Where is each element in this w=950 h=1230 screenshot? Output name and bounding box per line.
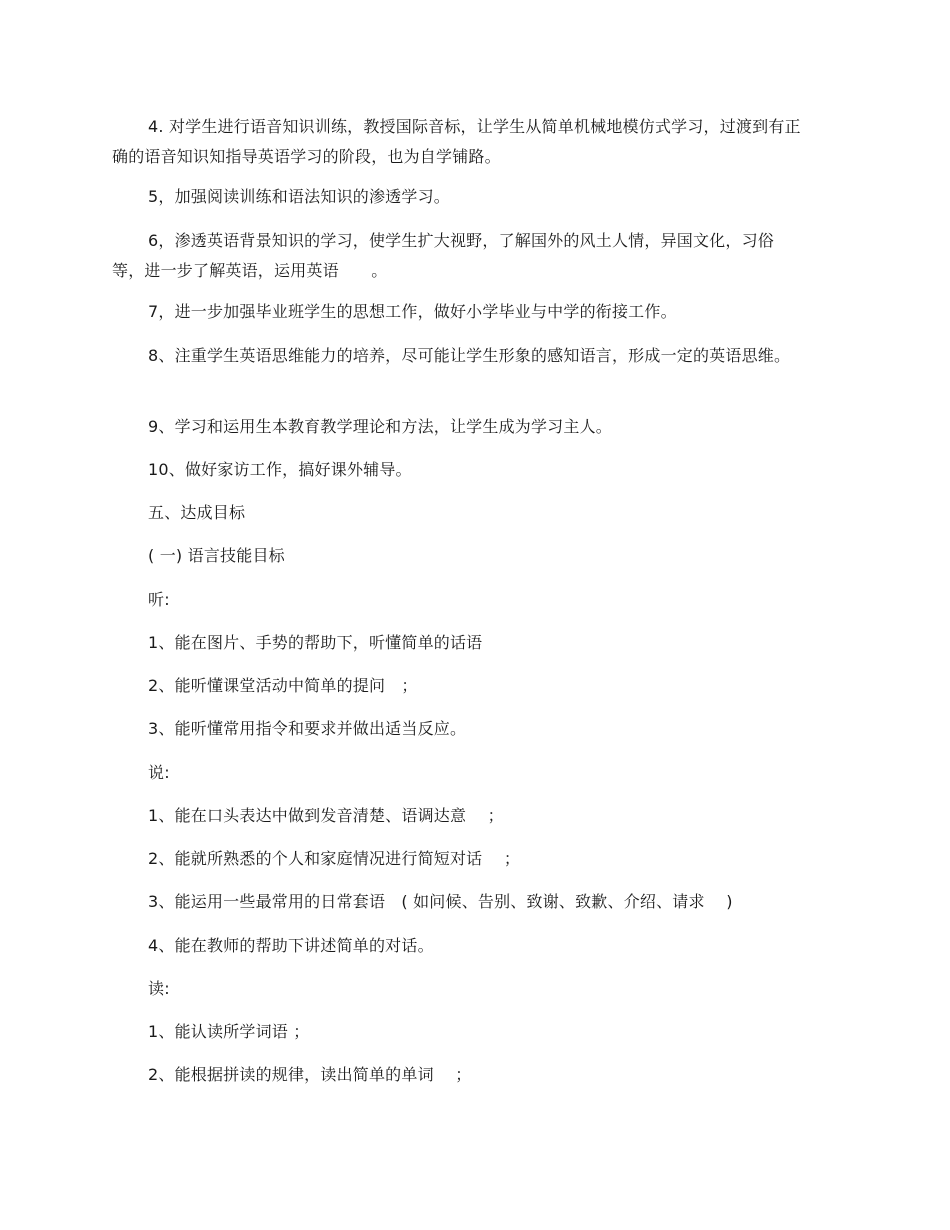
paragraph-10: 10、做好家访工作，搞好课外辅导。 <box>148 460 412 479</box>
paragraph-9: 9、学习和运用生本教育教学理论和方法，让学生成为学习主人。 <box>148 417 612 436</box>
speaking-item-1: 1、能在口头表达中做到发音清楚、语调达意 ； <box>148 806 504 825</box>
speaking-item-2: 2、能就所熟悉的个人和家庭情况进行简短对话 ； <box>148 849 521 868</box>
reading-item-1: 1、能认读所学词语 ； <box>148 1022 310 1041</box>
listening-item-2: 2、能听懂课堂活动中简单的提问 ； <box>148 676 418 695</box>
paragraph-4: 4. 对学生进行语音知识训练，教授国际音标，让学生从简单机械地模仿式学习，过渡到有正确的语音知识知指导英语学习的阶段，也为自学铺路。 <box>112 117 801 166</box>
speaking-label: 说: <box>148 763 170 782</box>
paragraph-7: 7，进一步加强毕业班学生的思想工作，做好小学毕业与中学的衔接工作。 <box>148 302 677 321</box>
listening-item-1: 1、能在图片、手势的帮助下，听懂简单的话语 <box>148 633 483 652</box>
subsection-heading: ( 一) 语言技能目标 <box>148 546 285 565</box>
paragraph-6: 6，渗透英语背景知识的学习，使学生扩大视野，了解国外的风土人情，异国文化，习俗等，进一步了解英语，运用英语 。 <box>112 231 774 280</box>
paragraph-8: 8、注重学生英语思维能力的培养，尽可能让学生形象的感知语言，形成一定的英语思维。 <box>148 346 791 365</box>
speaking-item-4: 4、能在教师的帮助下讲述简单的对话。 <box>148 936 434 955</box>
reading-item-2: 2、能根据拼读的规律，读出简单的单词 ； <box>148 1065 472 1084</box>
paragraph-5: 5，加强阅读训练和语法知识的渗透学习。 <box>148 187 450 206</box>
reading-label: 读: <box>148 979 170 998</box>
speaking-item-3: 3、能运用一些最常用的日常套语 ( 如问候、告别、致谢、致歉、介绍、请求 ) <box>148 892 733 911</box>
listening-item-3: 3、能听懂常用指令和要求并做出适当反应。 <box>148 719 467 738</box>
listening-label: 听: <box>148 590 170 609</box>
section-heading: 五、达成目标 <box>148 503 246 522</box>
